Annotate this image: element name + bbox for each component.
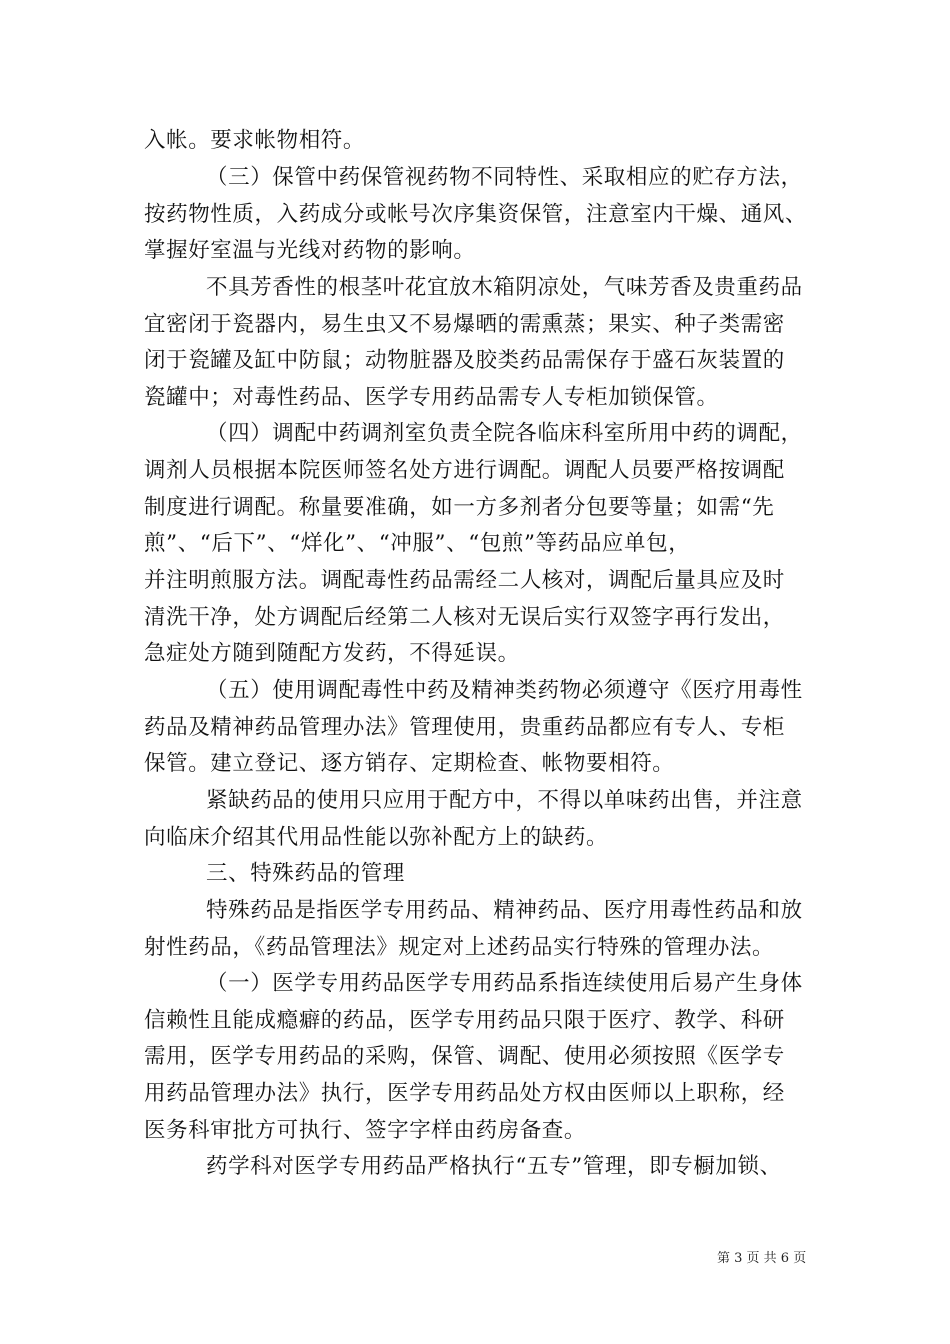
paragraph-line: 药学科对医学专用药品严格执行“五专”管理，即专橱加锁、 xyxy=(206,1154,782,1179)
section-heading: 三、特殊药品的管理 xyxy=(206,861,405,886)
text-line: 向临床介绍其代用品性能以弥补配方上的缺药。 xyxy=(144,825,609,850)
text-line: 调剂人员根据本院医师签名处方进行调配。调配人员要严格按调配 xyxy=(144,458,785,483)
text-line: 掌握好室温与光线对药物的影响。 xyxy=(144,238,476,263)
text-line: 射性药品，《药品管理法》规定对上述药品实行特殊的管理办法。 xyxy=(144,935,775,960)
text-line: 并注明煎服方法。调配毒性药品需经二人核对，调配后量具应及时 xyxy=(144,568,785,593)
paragraph-line: 特殊药品是指医学专用药品、精神药品、医疗用毒性药品和放 xyxy=(206,898,803,923)
text-line: 急症处方随到随配方发药，不得延误。 xyxy=(144,641,520,666)
text-line: 信赖性且能成瘾癖的药品，医学专用药品只限于医疗、教学、科研 xyxy=(144,1008,785,1033)
text-line: 入帐。要求帐物相符。 xyxy=(144,128,366,153)
text-line: 宜密闭于瓷器内，易生虫又不易爆晒的需熏蒸；果实、种子类需密 xyxy=(144,312,785,337)
text-line: 药品及精神药品管理办法》管理使用，贵重药品都应有专人、专柜 xyxy=(144,715,785,740)
text-line: 保管。建立登记、逐方销存、定期检查、帐物要相符。 xyxy=(144,751,675,776)
paragraph-line: 紧缺药品的使用只应用于配方中，不得以单味药出售，并注意 xyxy=(206,788,803,813)
text-line: 煎”、“后下”、“烊化”、“冲服”、“包煎”等药品应单包， xyxy=(144,531,691,556)
paragraph-line: （三）保管中药保管视药物不同特性、采取相应的贮存方法， xyxy=(206,165,803,190)
text-line: 医务科审批方可执行、签字字样由药房备查。 xyxy=(144,1118,587,1143)
text-line: 闭于瓷罐及缸中防鼠；动物脏器及胶类药品需保存于盛石灰装置的 xyxy=(144,348,785,373)
text-line: 清洗干净，处方调配后经第二人核对无误后实行双签字再行发出， xyxy=(144,605,785,630)
text-line: 瓷罐中；对毒性药品、医学专用药品需专人专柜加锁保管。 xyxy=(144,385,719,410)
text-line: 用药品管理办法》执行，医学专用药品处方权由医师以上职称，经 xyxy=(144,1081,785,1106)
paragraph-line: （四）调配中药调剂室负责全院各临床科室所用中药的调配， xyxy=(206,421,803,446)
text-line: 制度进行调配。称量要准确，如一方多剂者分包要等量；如需“先 xyxy=(144,495,775,520)
page-number-footer: 第 3 页 共 6 页 xyxy=(717,1251,807,1266)
text-line: 需用，医学专用药品的采购，保管、调配、使用必须按照《医学专 xyxy=(144,1044,785,1069)
text-line: 按药物性质，入药成分或帐号次序集资保管，注意室内干燥、通风、 xyxy=(144,202,808,227)
paragraph-line: （一）医学专用药品医学专用药品系指连续使用后易产生身体 xyxy=(206,971,803,996)
paragraph-line: （五）使用调配毒性中药及精神类药物必须遵守《医疗用毒性 xyxy=(206,678,803,703)
paragraph-line: 不具芳香性的根茎叶花宜放木箱阴凉处，气味芳香及贵重药品 xyxy=(206,275,803,300)
